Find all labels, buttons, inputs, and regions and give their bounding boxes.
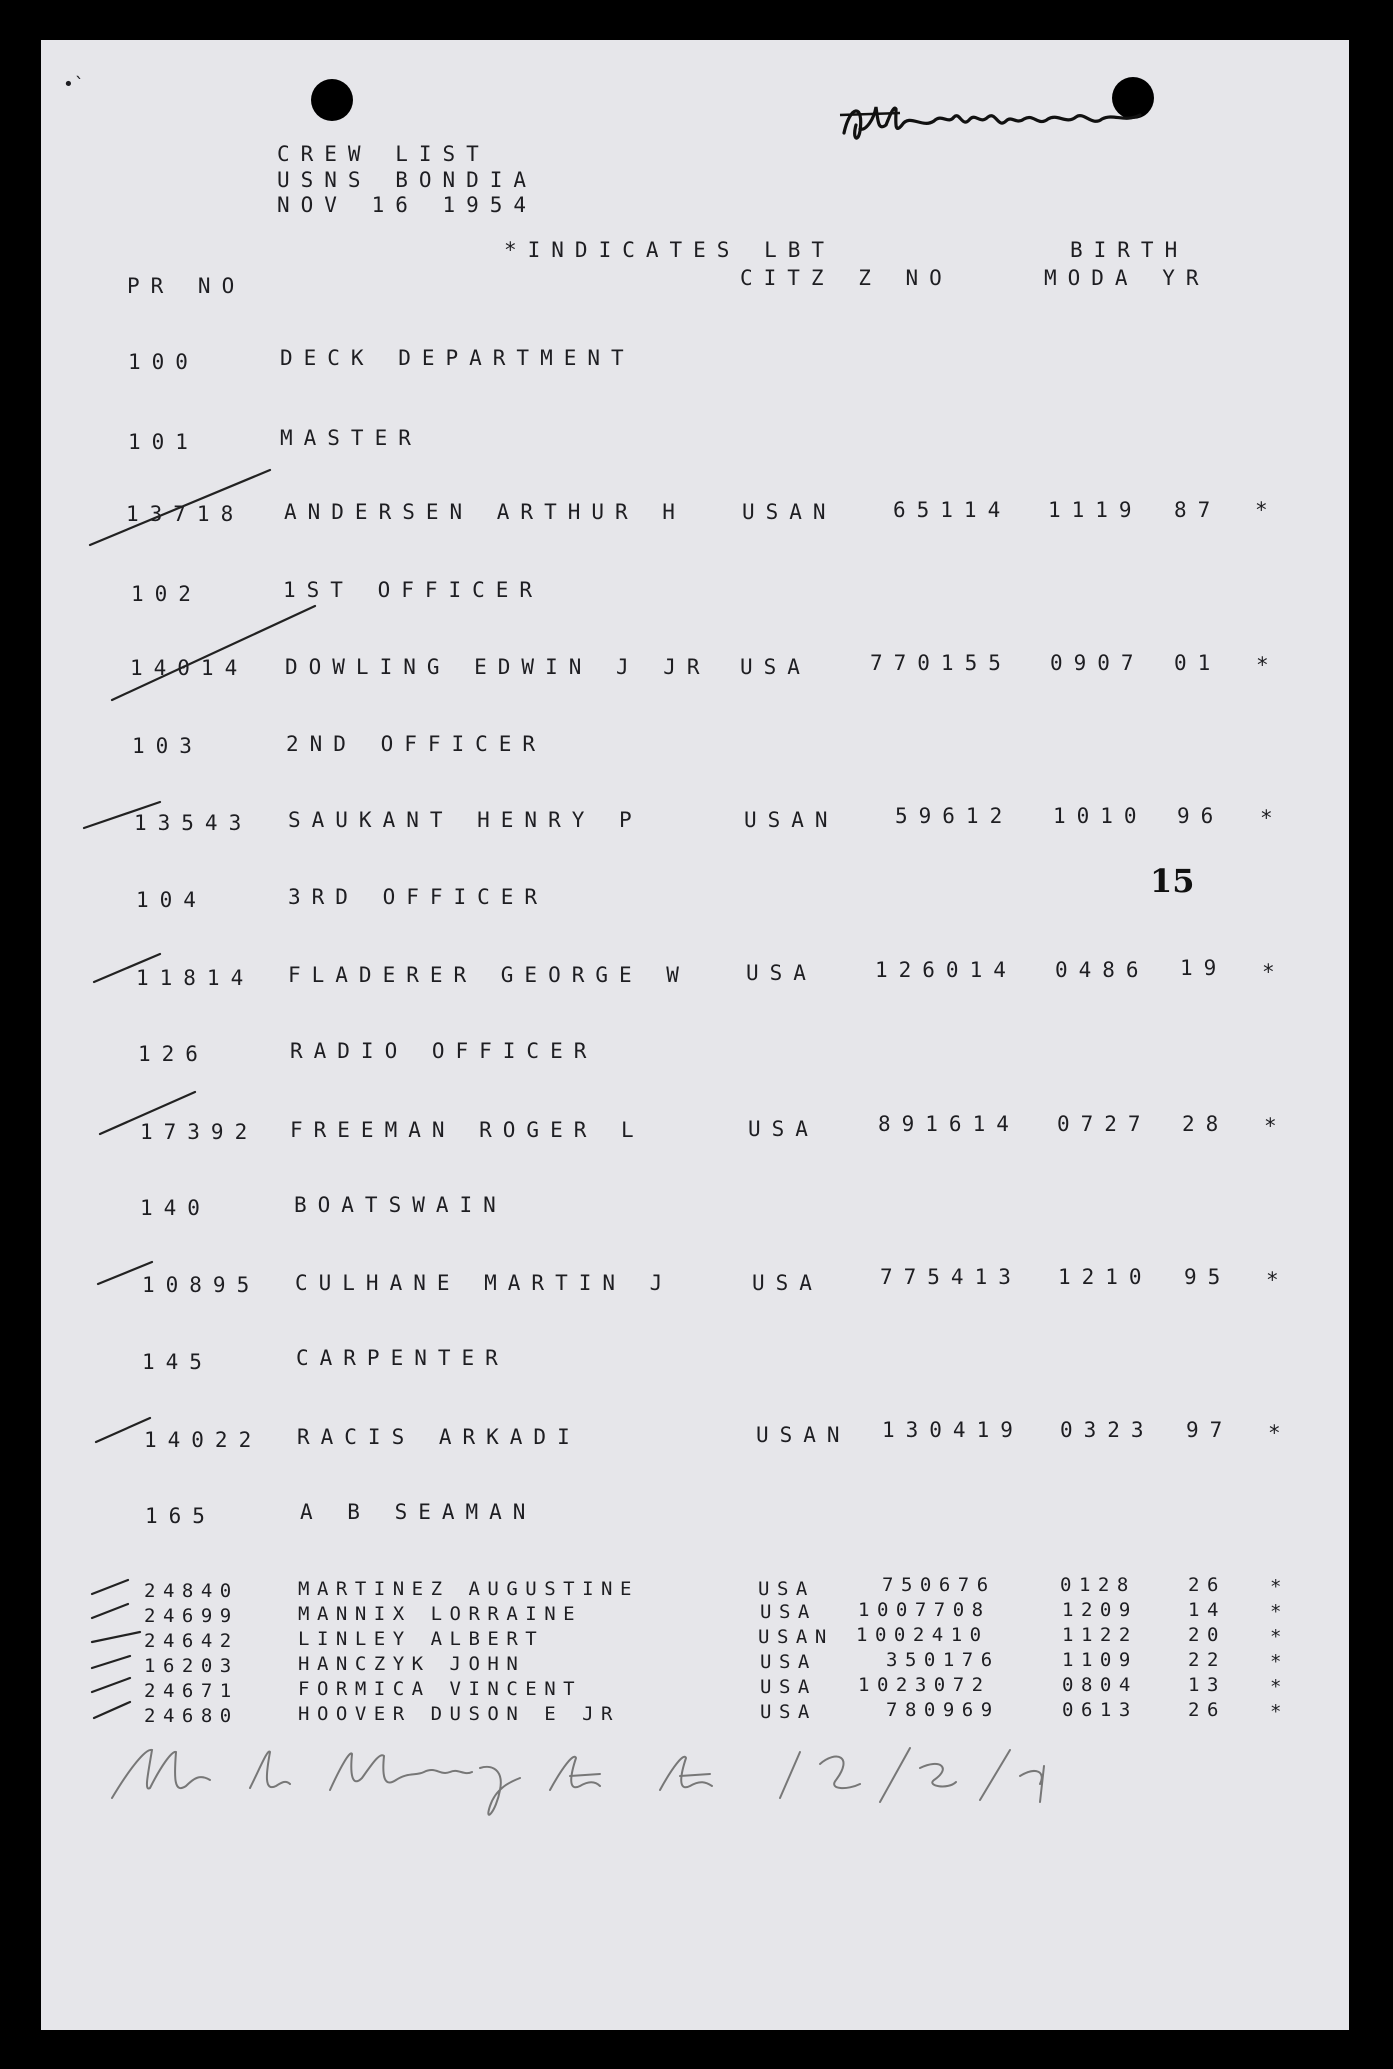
crew-name: FLADERER GEORGE W (288, 963, 690, 987)
birth-year: 26 (1188, 1699, 1226, 1721)
z-number: 775413 (880, 1265, 1022, 1289)
z-number: 891614 (878, 1112, 1020, 1136)
birth-year: 26 (1188, 1574, 1226, 1596)
section-pr-number: 103 (132, 734, 203, 758)
crew-name: MANNIX LORRAINE (298, 1603, 583, 1625)
section-pr-number: 100 (128, 350, 199, 374)
birth-year: 95 (1184, 1265, 1232, 1289)
citizenship: USA (746, 961, 817, 985)
z-number: 350176 (886, 1649, 1000, 1671)
pr-number: 24840 (144, 1580, 239, 1602)
birth-year: 14 (1188, 1599, 1226, 1621)
birth-moda: 0128 (1060, 1574, 1136, 1596)
section-pr-number: 145 (142, 1350, 213, 1374)
pr-number: 13718 (126, 502, 245, 526)
section-pr-number: 101 (128, 430, 199, 454)
lbt-mark: * (1270, 1701, 1289, 1723)
z-number: 65114 (893, 498, 1012, 522)
birth-year: 97 (1186, 1418, 1234, 1442)
citizenship: USA (748, 1117, 819, 1141)
z-number: 59612 (895, 804, 1014, 828)
birth-moda: 0907 (1050, 651, 1145, 675)
lbt-mark: * (1270, 1651, 1289, 1673)
crew-list-title: CREW LIST (277, 142, 490, 166)
citizenship: USA (760, 1676, 817, 1698)
citizenship: USA (752, 1271, 823, 1295)
crew-name: SAUKANT HENRY P (288, 808, 643, 832)
birth-moda: 1122 (1062, 1624, 1138, 1646)
section-title: MASTER (280, 426, 422, 450)
crew-name: DOWLING EDWIN J JR (285, 655, 711, 679)
birth-moda: 1109 (1062, 1649, 1138, 1671)
pr-number: 17392 (140, 1120, 259, 1144)
lbt-mark: * (1262, 960, 1286, 984)
crew-name: FORMICA VINCENT (298, 1678, 583, 1700)
section-pr-number: 140 (140, 1196, 211, 1220)
lbt-mark: * (1260, 806, 1284, 830)
section-pr-number: 165 (145, 1504, 216, 1528)
z-number: 1007708 (858, 1599, 991, 1621)
section-pr-number: 126 (138, 1042, 209, 1066)
moda-yr-heading: MODA YR (1044, 266, 1210, 290)
citizenship: USA (760, 1601, 817, 1623)
citizenship: USAN (742, 500, 837, 524)
lbt-mark: * (1270, 1676, 1289, 1698)
punch-hole (311, 79, 353, 121)
lbt-mark: * (1270, 1576, 1289, 1598)
citizenship: USA (740, 655, 811, 679)
lbt-mark: * (1255, 498, 1279, 522)
pr-number: 24642 (144, 1630, 239, 1652)
birth-year: 01 (1174, 651, 1222, 675)
birth-heading: BIRTH (1070, 238, 1189, 262)
z-number: 1002410 (856, 1624, 989, 1646)
citizenship: USA (760, 1651, 817, 1673)
pr-number: 16203 (144, 1655, 239, 1677)
page-number: 15 (1150, 862, 1195, 900)
indicates-lbt-heading: *INDICATES LBT (504, 238, 836, 262)
z-number: 780969 (886, 1699, 1000, 1721)
section-title: 1ST OFFICER (283, 578, 544, 602)
lbt-mark: * (1270, 1626, 1289, 1648)
pr-number: 14014 (130, 656, 249, 680)
pr-number: 24671 (144, 1680, 239, 1702)
section-pr-number: 104 (136, 888, 207, 912)
citizenship: USAN (758, 1626, 834, 1648)
birth-moda: 1209 (1062, 1599, 1138, 1621)
birth-moda: 1010 (1053, 804, 1148, 828)
birth-year: 22 (1188, 1649, 1226, 1671)
pr-no-heading: PR NO (127, 274, 246, 298)
pr-number: 11814 (136, 966, 255, 990)
z-number: 126014 (875, 958, 1017, 982)
birth-moda: 1119 (1048, 498, 1143, 522)
pr-number: 14022 (144, 1428, 263, 1452)
crew-name: MARTINEZ AUGUSTINE (298, 1578, 639, 1600)
birth-moda: 0323 (1060, 1418, 1155, 1442)
birth-year: 20 (1188, 1624, 1226, 1646)
z-number: 750676 (882, 1574, 996, 1596)
lbt-mark: * (1264, 1114, 1288, 1138)
section-title: 2ND OFFICER (286, 732, 547, 756)
pr-number: 13543 (134, 811, 253, 835)
crew-name: RACIS ARKADI (297, 1425, 581, 1449)
section-title: CARPENTER (296, 1346, 509, 1370)
pr-number: 10895 (142, 1273, 261, 1297)
z-number: 770155 (870, 651, 1012, 675)
birth-year: 13 (1188, 1674, 1226, 1696)
citizenship: USA (758, 1578, 815, 1600)
citz-z-no-heading: CITZ Z NO (740, 266, 953, 290)
crew-name: LINLEY ALBERT (298, 1628, 545, 1650)
section-title: RADIO OFFICER (290, 1039, 598, 1063)
birth-year: 87 (1174, 498, 1222, 522)
top-signature (830, 85, 1170, 165)
birth-moda: 0804 (1062, 1674, 1138, 1696)
pr-number: 24680 (144, 1705, 239, 1727)
z-number: 130419 (882, 1418, 1024, 1442)
section-title: A B SEAMAN (300, 1500, 537, 1524)
section-title: DECK DEPARTMENT (280, 346, 635, 370)
lbt-mark: * (1268, 1421, 1292, 1445)
crew-name: ANDERSEN ARTHUR H (284, 500, 686, 524)
citizenship: USAN (756, 1423, 851, 1447)
lbt-mark: * (1266, 1268, 1290, 1292)
citizenship: USAN (744, 808, 839, 832)
crew-name: CULHANE MARTIN J (295, 1271, 674, 1295)
section-title: BOATSWAIN (294, 1193, 507, 1217)
lbt-mark: * (1256, 653, 1280, 677)
z-number: 1023072 (858, 1674, 991, 1696)
ship-name: USNS BONDIA (277, 168, 538, 192)
birth-year: 28 (1182, 1112, 1230, 1136)
birth-year: 19 (1180, 956, 1228, 980)
pr-number: 24699 (144, 1605, 239, 1627)
birth-moda: 0486 (1055, 958, 1150, 982)
crew-name: HOOVER DUSON E JR (298, 1703, 620, 1725)
birth-moda: 1210 (1058, 1265, 1153, 1289)
handwritten-signoff (100, 1728, 1080, 1848)
crew-name: FREEMAN ROGER L (290, 1118, 645, 1142)
birth-moda: 0727 (1057, 1112, 1152, 1136)
section-title: 3RD OFFICER (288, 885, 549, 909)
lbt-mark: * (1270, 1601, 1289, 1623)
birth-year: 96 (1177, 804, 1225, 828)
list-date: NOV 16 1954 (277, 193, 538, 217)
section-pr-number: 102 (131, 582, 202, 606)
birth-moda: 0613 (1062, 1699, 1138, 1721)
corner-marks: •` (63, 74, 85, 95)
citizenship: USA (760, 1701, 817, 1723)
crew-name: HANCZYK JOHN (298, 1653, 526, 1675)
